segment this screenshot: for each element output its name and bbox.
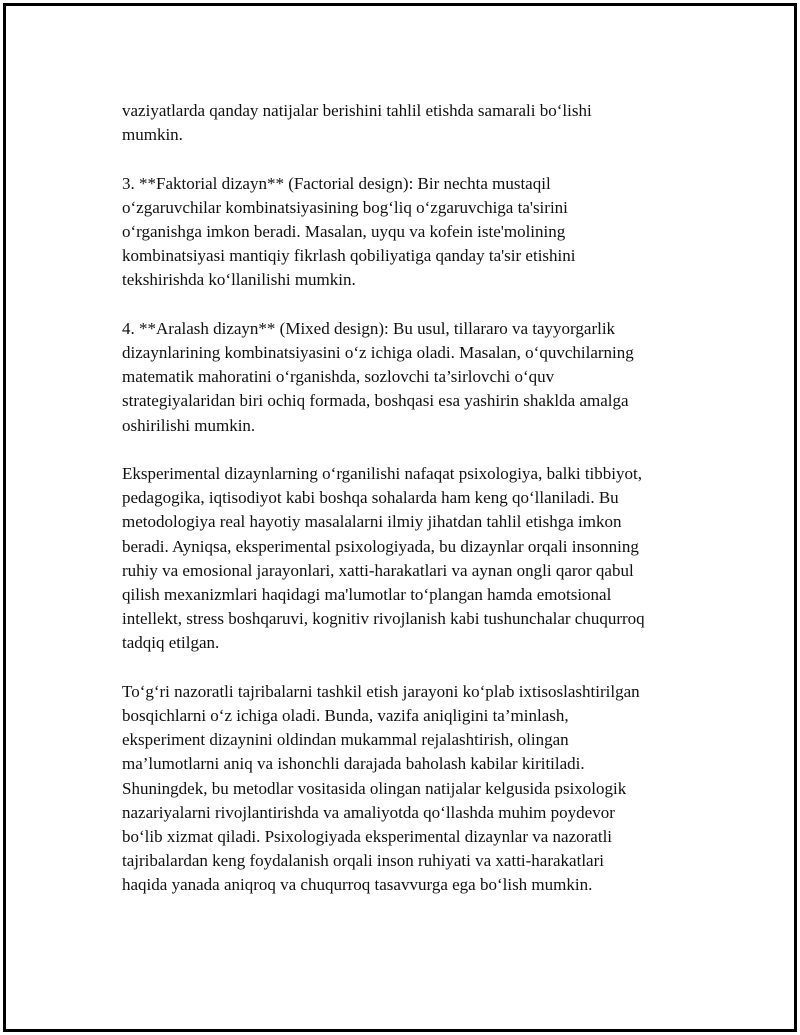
paragraph-applications: Eksperimental dizaynlarning o‘rganilishi nafaqat psixologiya, balki tibbiyot, pedagogika, iqtisodiyot kabi boshqa sohalarda ham keng qo‘llaniladi. Bu metodologiya real hayotiy masalalarni ilmiy jihatdan tahlil etishga imkon beradi. Ayniqsa, eksperimental psixologiyada, bu dizaynlar orqali insonning ruhiy va emosional jarayonlari, xatti-harakatlari va aynan ongli qaror qabul qilish mexanizmlari haqidagi ma'lumotlar to‘plangan hamda emotsional intellekt, stress boshqaruvi, kognitiv rivojlanish kabi tushunchalar chuqurroq tadqiq etilgan. xyxy=(122,464,645,653)
paragraph-controlled-experiments: To‘g‘ri nazoratli tajribalarni tashkil etish jarayoni ko‘plab ixtisoslashtirilgan bosqichlarni o‘z ichiga oladi. Bunda, vazifa aniqligini ta’minlash, eksperiment dizaynini oldindan mukammal rejalashtirish, olingan ma’lumotlarni aniq va ishonchli darajada baholash kabilar kiritiladi. Shuningdek, bu metodlar vositasida olingan natijalar kelgusida psixologik nazariyalarni rivojlantirishda va amaliyotda qo‘llashda muhim poydevor bo‘lib xizmat qiladi. Psixologiyada eksperimental dizaynlar va nazoratli tajribalardan keng foydalanish orqali inson ruhiyati va xatti-harakatlari haqida yanada aniqroq va chuqurroq tasavvurga ega bo‘lish mumkin. xyxy=(122,681,640,895)
page-body xyxy=(122,99,702,898)
paragraph-factorial-design: 3. **Faktorial dizayn** (Factorial design): Bir nechta mustaqil o‘zgaruvchilar kombinatsiyasining bog‘liq o‘zgaruvchiga ta'sirini o‘rganishga imkon beradi. Masalan, uyqu va kofein iste'molining kombinatsiyasi mantiqiy fikrlash qobiliyatiga qanday ta'sir etishini tekshirishda ko‘llanilishi mumkin. xyxy=(122,173,576,290)
paragraph-continuation: vaziyatlarda qanday natijalar berishini tahlil etishda samarali bo‘lishi mumkin. xyxy=(122,101,592,145)
page-frame xyxy=(3,3,797,1032)
paragraph-mixed-design: 4. **Aralash dizayn** (Mixed design): Bu usul, tillararo va tayyorgarlik dizaynlarining kombinatsiyasini o‘z ichiga oladi. Masalan, o‘quvchilarning matematik mahoratini o‘rganishda, sozlovchi ta’sirlovchi o‘quv strategiyalaridan biri ochiq formada, boshqasi esa yashirin shaklda amalga oshirilishi mumkin. xyxy=(122,318,634,435)
